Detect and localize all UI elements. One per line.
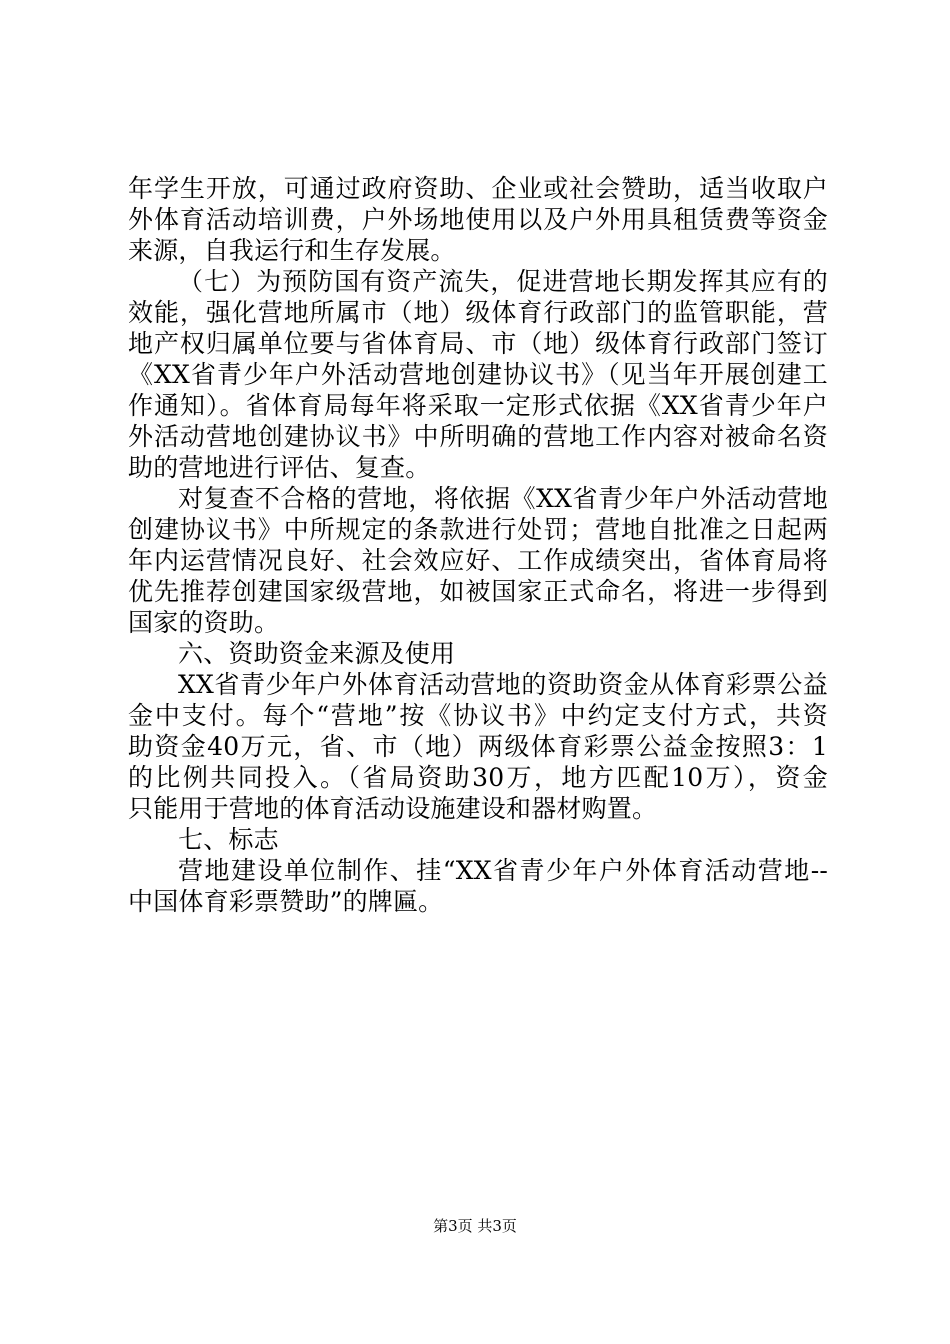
text-line: 外体育活动培训费，户外场地使用以及户外用具租赁费等资金 [128,205,828,234]
text-line: 来源，自我运行和生存发展。 [128,236,456,265]
text-line: 只能用于营地的体育活动设施建设和器材购置。 [128,794,658,823]
text-line: 年学生开放，可通过政府资助、企业或社会赞助，适当收取户 [128,174,828,203]
page-footer: 第3页 共3页 [433,1217,517,1235]
text-line: 创建协议书》中所规定的条款进行处罚；营地自批准之日起两 [128,515,828,544]
document-body [128,173,828,917]
text-line: 中国体育彩票赞助”的牌匾。 [128,887,444,916]
text-line: 效能，强化营地所属市（地）级体育行政部门的监管职能，营 [128,298,828,327]
text-line: 金中支付。每个“营地”按《协议书》中约定支付方式，共资 [128,701,828,730]
text-line: 作通知）。省体育局每年将采取一定形式依据《XX省青少年户 [128,391,828,420]
text-line: 国家的资助。 [128,608,280,637]
text-line: 对复查不合格的营地，将依据《XX省青少年户外活动营地 [178,484,828,513]
text-line: （七）为预防国有资产流失，促进营地长期发挥其应有的 [178,267,828,296]
text-line: 外活动营地创建协议书》中所明确的营地工作内容对被命名资 [128,422,828,451]
text-line: 营地建设单位制作、挂“XX省青少年户外体育活动营地-- [178,856,828,885]
text-line: 地产权归属单位要与省体育局、市（地）级体育行政部门签订 [128,329,828,358]
text-line: 优先推荐创建国家级营地，如被国家正式命名，将进一步得到 [128,577,828,606]
text-line: 《XX省青少年户外活动营地创建协议书》（见当年开展创建工 [128,360,828,389]
text-line: 年内运营情况良好、社会效应好、工作成绩突出，省体育局将 [128,546,828,575]
text-line: XX省青少年户外体育活动营地的资助资金从体育彩票公益 [178,670,828,699]
text-line: 的比例共同投入。（省局资助30万，地方匹配10万），资金 [128,763,828,792]
text-line: 助的营地进行评估、复查。 [128,453,431,482]
text-line: 助资金40万元，省、市（地）两级体育彩票公益金按照3：1 [128,732,828,761]
text-line: 六、资助资金来源及使用 [178,639,456,668]
text-line: 七、标志 [178,825,279,854]
